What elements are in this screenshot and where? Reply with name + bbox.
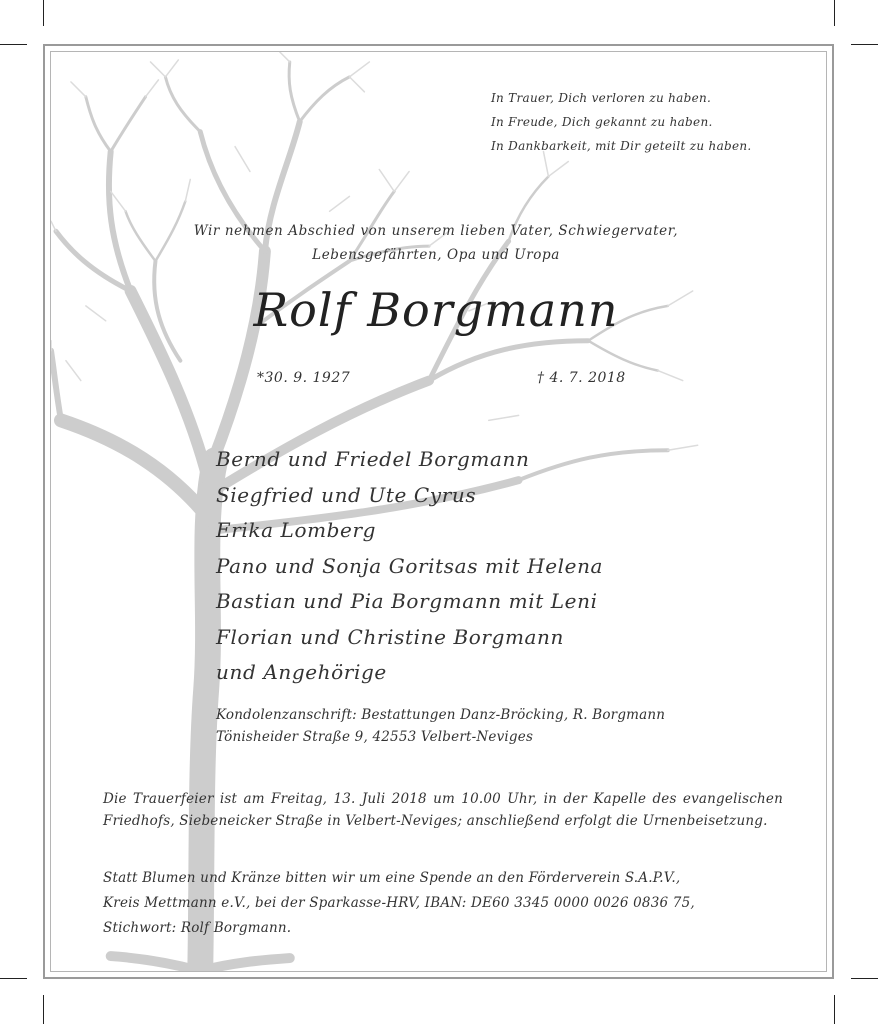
mourner-item: Siegfried und Ute Cyrus <box>216 482 477 507</box>
donation-line-1: Statt Blumen und Kränze bitten wir um eine Spende an den Förderverein S.A.P.V., <box>103 870 681 886</box>
mourner-item: Pano und Sonja Goritsas mit Helena <box>216 553 604 578</box>
crop-mark-bottom-left-h <box>0 978 27 979</box>
obituary-card <box>43 44 834 979</box>
mourner-item: Florian und Christine Borgmann <box>216 624 565 649</box>
crop-mark-top-right-v <box>834 0 835 26</box>
farewell-intro <box>111 219 761 267</box>
mourner-item: Erika Lomberg <box>216 518 377 542</box>
crop-mark-bottom-right-h <box>851 978 878 979</box>
intro-line-2: Lebensgefährten, Opa und Uropa <box>312 247 560 263</box>
donation-request <box>103 866 783 941</box>
crop-mark-top-left-v <box>43 0 44 26</box>
birth-date: *30. 9. 1927 <box>257 370 351 386</box>
crop-mark-top-left-h <box>0 44 27 45</box>
death-date: † 4. 7. 2018 <box>537 370 626 386</box>
donation-line-3: Stichwort: Rolf Borgmann. <box>103 920 292 936</box>
deceased-name: Rolf Borgmann <box>253 283 619 337</box>
motto-line-2: In Freude, Dich gekannt zu haben. <box>491 115 713 129</box>
condolence-address <box>216 704 665 748</box>
condolence-line-1: Kondolenzanschrift: Bestattungen Danz-Bröcking, R. Borgmann <box>216 707 666 723</box>
intro-line-1: Wir nehmen Abschied von unserem lieben Vater, Schwiegervater, <box>193 223 679 239</box>
mourner-item: und Angehörige <box>216 660 387 684</box>
motto-verse <box>491 86 752 158</box>
donation-line-2: Kreis Mettmann e.V., bei der Sparkasse-HRV, IBAN: DE60 3345 0000 0026 0836 75, <box>103 895 695 911</box>
motto-line-3: In Dankbarkeit, mit Dir geteilt zu haben. <box>491 139 752 153</box>
crop-mark-top-right-h <box>851 44 878 45</box>
mourner-item: Bernd und Friedel Borgmann <box>216 447 530 471</box>
condolence-line-2: Tönisheider Straße 9, 42553 Velbert-Neviges <box>216 729 534 745</box>
mourners-list <box>216 442 603 691</box>
mourner-item: Bastian und Pia Borgmann mit Leni <box>216 589 598 613</box>
obituary-inner-frame <box>50 51 827 972</box>
crop-mark-bottom-left-v <box>43 995 44 1024</box>
motto-line-1: In Trauer, Dich verloren zu haben. <box>491 91 712 105</box>
funeral-service-info: Die Trauerfeier ist am Freitag, 13. Juli 2018 um 10.00 Uhr, in der Kapelle des evangelischen Friedhofs, Siebeneicker Straße in Velbert-Neviges; anschließend erfolgt die Urnenbeisetzung. <box>103 791 783 829</box>
crop-mark-bottom-right-v <box>834 995 835 1024</box>
